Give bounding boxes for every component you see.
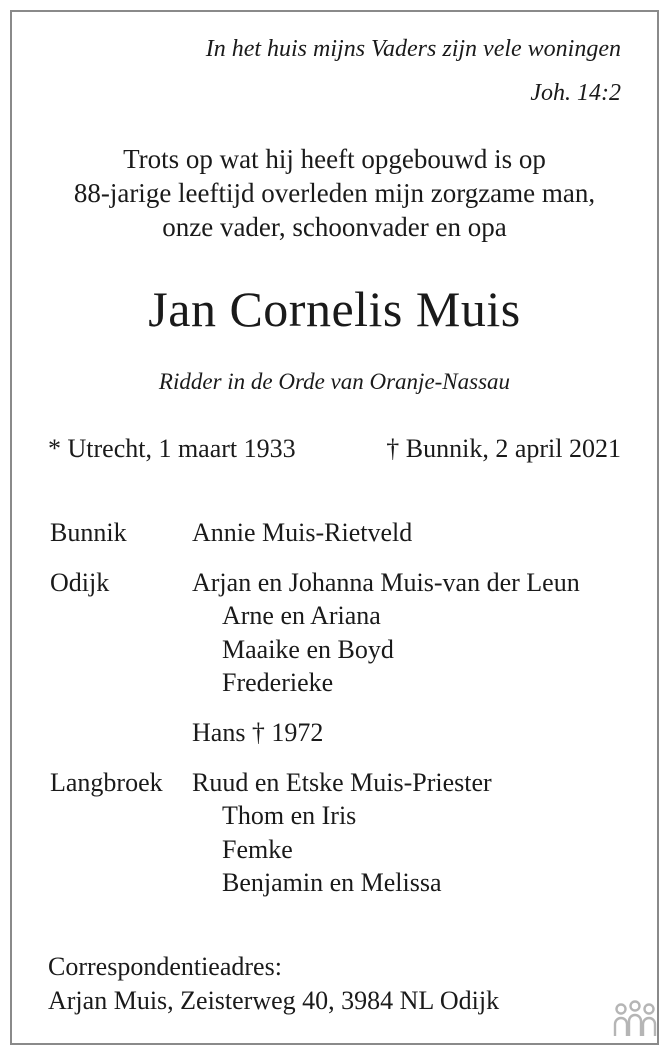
grandchild: Arne en Ariana — [222, 601, 381, 630]
deceased-name: Jan Cornelis Muis — [148, 281, 521, 337]
intro-line: onze vader, schoonvader en opa — [162, 212, 507, 242]
family-place: Langbroek — [50, 768, 163, 797]
grandchild: Frederieke — [222, 668, 334, 697]
grandchild: Femke — [222, 835, 293, 864]
birth-info: * Utrecht, 1 maart 1933 — [48, 434, 296, 463]
honor-title: Ridder in de Orde van Oranje-Nassau — [158, 369, 511, 394]
intro-line: Trots op wat hij heeft opgebouwd is op — [123, 144, 546, 174]
grandchild: Maaike en Boyd — [222, 635, 394, 664]
correspondence-label: Correspondentieadres: — [48, 952, 282, 981]
family-member: Annie Muis-Rietveld — [192, 518, 413, 547]
grandchild: Benjamin en Melissa — [222, 868, 442, 897]
grandchild: Thom en Iris — [222, 801, 357, 830]
correspondence-address: Arjan Muis, Zeisterweg 40, 3984 NL Odijk — [48, 986, 500, 1015]
family-logo-icon — [612, 1000, 658, 1040]
verse-reference: Joh. 14:2 — [530, 80, 621, 106]
family-place: Bunnik — [50, 518, 127, 547]
intro-line: 88-jarige leeftijd overleden mijn zorgzame man, — [73, 178, 596, 208]
family-member: Ruud en Etske Muis-Priester — [192, 768, 492, 797]
family-place: Odijk — [50, 568, 110, 597]
family-member: Arjan en Johanna Muis-van der Leun — [192, 568, 580, 597]
family-member: Hans † 1972 — [192, 718, 324, 747]
intro-text — [0, 142, 669, 244]
death-info: † Bunnik, 2 april 2021 — [386, 434, 621, 463]
verse-text: In het huis mijns Vaders zijn vele woningen — [205, 36, 621, 62]
